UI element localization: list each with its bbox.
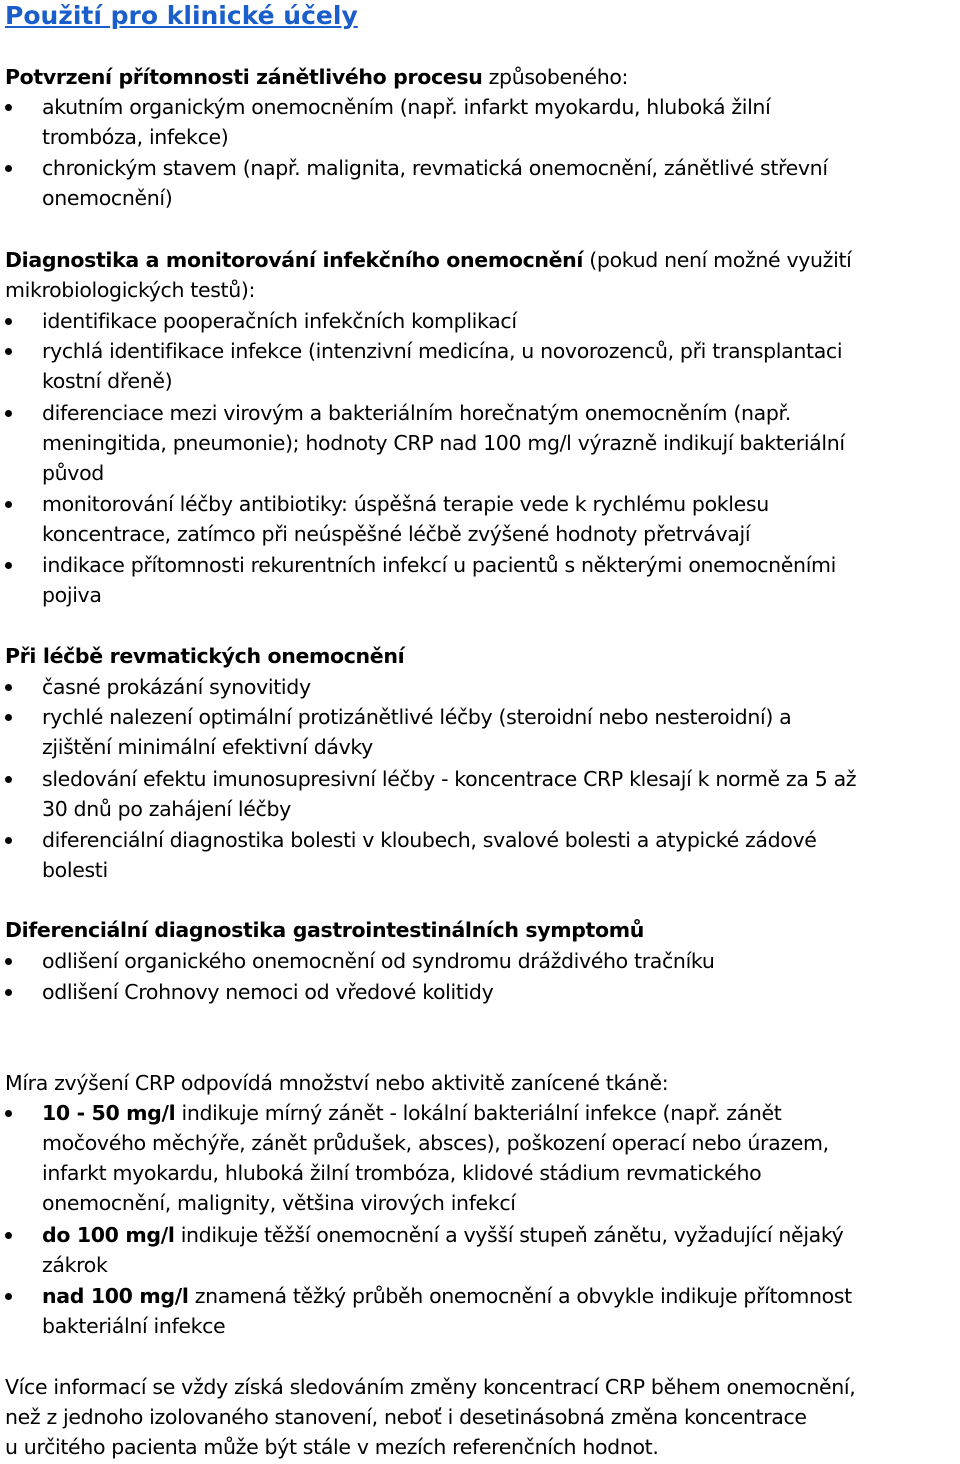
bullet-icon (5, 348, 12, 355)
heading-bold: Diagnostika a monitorování infekčního onemocnění (5, 248, 584, 272)
footer-paragraph-line: než z jednoho izolovaného stanovení, neboť i desetinásobná změna koncentrace (5, 1405, 807, 1429)
list-item-text: monitorování léčby antibiotiky: úspěšná terapie vede k rychlému poklesu (42, 492, 769, 516)
section-heading-infection (5, 245, 851, 275)
bullet-icon (5, 1293, 12, 1300)
list-item-text: chronickým stavem (např. malignita, revmatická onemocnění, zánětlivé střevní (42, 156, 828, 180)
list-item-text: meningitida, pneumonie); hodnoty CRP nad 100 mg/l výrazně indikují bakteriální (42, 431, 845, 455)
bullet-icon (5, 837, 12, 844)
list-item-text: zjištění minimální efektivní dávky (42, 735, 373, 759)
bullet-icon (5, 684, 12, 691)
bullet-icon (5, 1232, 12, 1239)
section-heading-gastro (5, 915, 644, 945)
list-item-text: indikace přítomnosti rekurentních infekcí u pacientů s některými onemocněními (42, 553, 837, 577)
bullet-icon (5, 958, 12, 965)
list-item-text: časné prokázání synovitidy (42, 675, 311, 699)
bullet-icon (5, 501, 12, 508)
bullet-icon (5, 1110, 12, 1117)
heading-rest: způsobeného: (482, 65, 629, 89)
bullet-icon (5, 776, 12, 783)
bullet-icon (5, 410, 12, 417)
crp-range-text: znamená těžký průběh onemocnění a obvykle indikuje přítomnost (188, 1284, 852, 1308)
list-item-text: pojiva (42, 583, 102, 607)
list-item-text (42, 1098, 781, 1128)
heading-bold: Potvrzení přítomnosti zánětlivého procesu (5, 65, 483, 89)
list-item-text (42, 1281, 852, 1311)
bullet-icon (5, 989, 12, 996)
footer-paragraph-line: Více informací se vždy získá sledováním změny koncentrací CRP během onemocnění, (5, 1375, 856, 1399)
list-item-text: rychlá identifikace infekce (intenzivní medicína, u novorozenců, při transplantaci (42, 339, 843, 363)
list-item-text (42, 1220, 843, 1250)
heading-line: mikrobiologických testů): (5, 278, 256, 302)
bullet-icon (5, 165, 12, 172)
list-item-text: diferenciace mezi virovým a bakteriálním horečnatým onemocněním (např. (42, 401, 791, 425)
list-item-text: kostní dřeně) (42, 369, 173, 393)
list-item-text: močového měchýře, zánět průdušek, absces), poškození operací nebo úrazem, (42, 1131, 829, 1155)
list-item-text: rychlé nalezení optimální protizánětlivé léčby (steroidní nebo nesteroidní) a (42, 705, 792, 729)
list-item-text: identifikace pooperačních infekčních komplikací (42, 309, 517, 333)
list-item-text: bakteriální infekce (42, 1314, 226, 1338)
crp-range-text: indikuje mírný zánět - lokální bakteriální infekce (např. zánět (175, 1101, 782, 1125)
list-item-text: sledování efektu imunosupresivní léčby - koncentrace CRP klesají k normě za 5 až (42, 767, 857, 791)
heading-bold: Při léčbě revmatických onemocnění (5, 644, 405, 668)
crp-intro: Míra zvýšení CRP odpovídá množství nebo aktivitě zanícené tkáně: (5, 1071, 669, 1095)
list-item-text: diferenciální diagnostika bolesti v kloubech, svalové bolesti a atypické zádové (42, 828, 817, 852)
list-item-text: onemocnění) (42, 186, 173, 210)
list-item-text: trombóza, infekce) (42, 125, 229, 149)
crp-range-bold: 10 - 50 mg/l (42, 1101, 176, 1125)
list-item-text: původ (42, 461, 104, 485)
list-item-text: bolesti (42, 858, 108, 882)
bullet-icon (5, 104, 12, 111)
list-item-text: onemocnění, malignity, většina virových infekcí (42, 1191, 516, 1215)
bullet-icon (5, 714, 12, 721)
list-item-text: odlišení organického onemocnění od syndromu dráždivého tračníku (42, 949, 715, 973)
list-item-text: infarkt myokardu, hluboká žilní trombóza, klidové stádium revmatického (42, 1161, 762, 1185)
heading-rest: (pokud není možné využití (583, 248, 852, 272)
list-item-text: koncentrace, zatímco při neúspěšné léčbě zvýšené hodnoty přetrvávají (42, 522, 751, 546)
list-item-text: zákrok (42, 1253, 108, 1277)
crp-range-bold: do 100 mg/l (42, 1223, 175, 1247)
list-item-text: odlišení Crohnovy nemoci od vředové kolitidy (42, 980, 494, 1004)
crp-range-text: indikuje těžší onemocnění a vyšší stupeň zánětu, vyžadující nějaký (174, 1223, 844, 1247)
crp-range-bold: nad 100 mg/l (42, 1284, 189, 1308)
page-title[interactable]: Použití pro klinické účely (5, 1, 358, 30)
bullet-icon (5, 318, 12, 325)
footer-paragraph-line: u určitého pacienta může být stále v mezích referenčních hodnot. (5, 1435, 659, 1459)
section-heading-rheumatic (5, 641, 404, 671)
section-heading-inflammation (5, 62, 628, 92)
heading-bold: Diferenciální diagnostika gastrointestinálních symptomů (5, 918, 644, 942)
bullet-icon (5, 562, 12, 569)
list-item-text: akutním organickým onemocněním (např. infarkt myokardu, hluboká žilní (42, 95, 771, 119)
list-item-text: 30 dnů po zahájení léčby (42, 797, 291, 821)
